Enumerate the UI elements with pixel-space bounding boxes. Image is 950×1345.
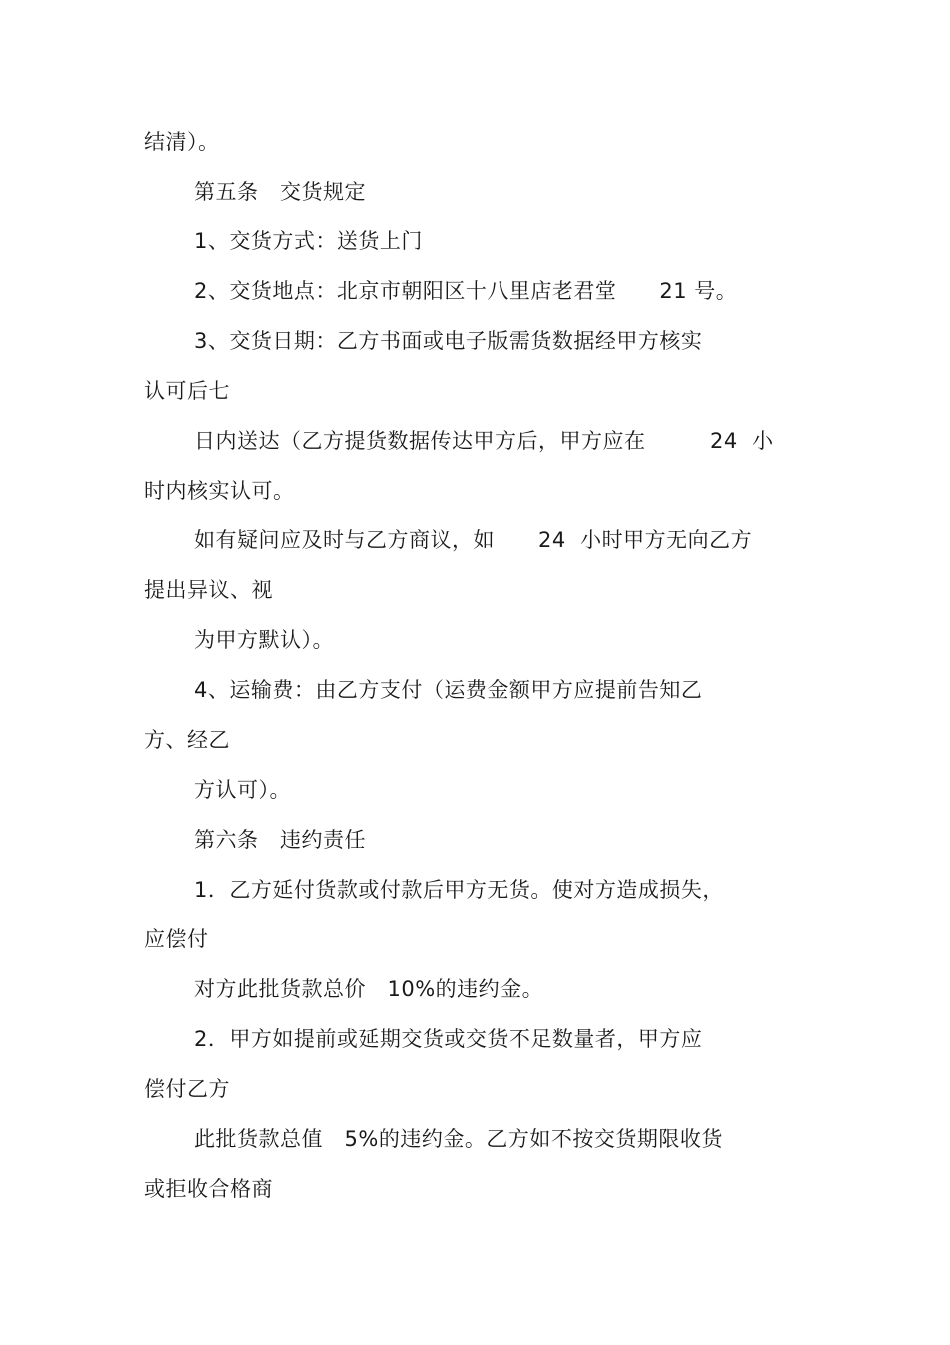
text-line: 或拒收合格商 [144, 1177, 273, 1201]
text-line: 4、运输费：由乙方支付（运费金额甲方应提前告知乙 [194, 678, 703, 702]
section-heading: 第六条 违约责任 [194, 828, 366, 852]
text-line: 对方此批货款总价 10%的违约金。 [194, 977, 544, 1001]
text-line: 如有疑问应及时与乙方商议，如 24 小时甲方无向乙方 [194, 528, 753, 552]
text-line: 偿付乙方 [144, 1077, 230, 1101]
text-line: 提出异议、视 [144, 578, 273, 602]
section-heading: 第五条 交货规定 [194, 180, 366, 204]
text-line: 1．乙方延付货款或付款后甲方无货。使对方造成损失， [194, 878, 724, 902]
text-line: 2．甲方如提前或延期交货或交货不足数量者，甲方应 [194, 1027, 703, 1051]
text-line: 方、经乙 [144, 728, 230, 752]
text-line: 2、交货地点：北京市朝阳区十八里店老君堂 21 号。 [194, 279, 738, 303]
text-line: 应偿付 [144, 927, 209, 951]
text-line: 方认可）。 [194, 778, 291, 802]
text-line: 为甲方默认）。 [194, 628, 334, 652]
text-line: 认可后七 [144, 379, 230, 403]
text-line: 1、交货方式：送货上门 [194, 229, 423, 253]
text-line: 3、交货日期：乙方书面或电子版需货数据经甲方核实 [194, 329, 703, 353]
text-line: 日内送达（乙方提货数据传达甲方后，甲方应在 24 小 [194, 429, 774, 453]
text-line: 结清）。 [144, 130, 220, 154]
text-line: 此批货款总值 5%的违约金。乙方如不按交货期限收货 [194, 1127, 723, 1151]
text-line: 时内核实认可。 [144, 479, 295, 503]
